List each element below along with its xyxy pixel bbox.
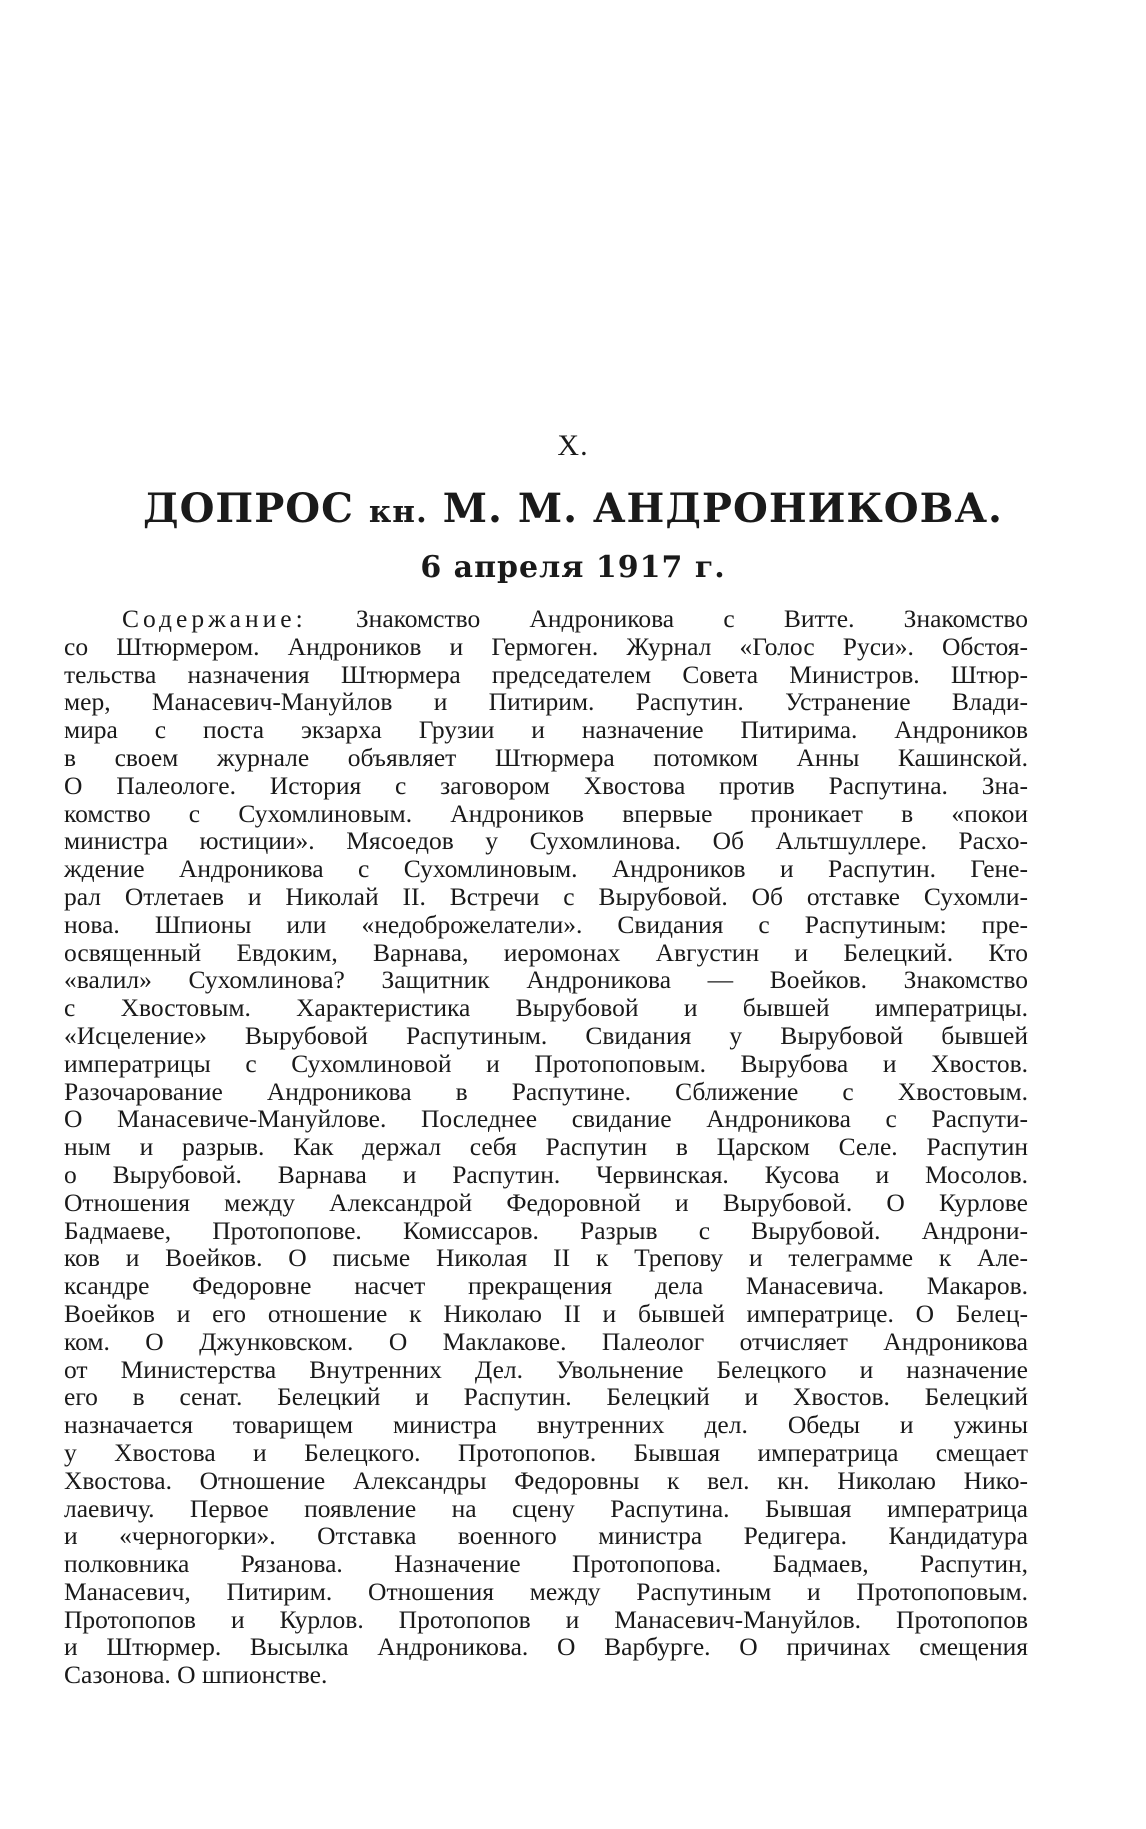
- contents-line: ком. О Джунковском. О Маклакове. Палеолог отчисляет Андроникова: [64, 1326, 1028, 1356]
- contents-line: и «черногорки». Отставка военного министра Редигера. Кандидатура: [64, 1521, 1028, 1551]
- contents-line: рал Отлетаев и Николай II. Встречи с Вырубовой. Об отставке Сухомли-: [64, 881, 1028, 911]
- contents-line: мер, Манасевич-Мануйлов и Питирим. Распутин. Устранение Влади-: [64, 687, 1028, 717]
- contents-line: полковника Рязанова. Назначение Протопопова. Бадмаев, Распутин,: [64, 1549, 1028, 1579]
- contents-line: О Палеологе. История с заговором Хвостова против Распутина. Зна-: [64, 770, 1028, 800]
- contents-paragraph: [64, 605, 1028, 1689]
- contents-line: в своем журнале объявляет Штюрмера потомком Анны Кашинской.: [64, 742, 1028, 772]
- contents-line: его в сенат. Белецкий и Распутин. Белецкий и Хвостов. Белецкий: [64, 1382, 1028, 1412]
- contents-line: [64, 605, 1028, 633]
- contents-line: и Штюрмер. Высылка Андроникова. О Варбурге. О причинах смещения: [64, 1632, 1028, 1662]
- contents-line: комство с Сухомлиновым. Андроников впервые проникает в «покои: [64, 798, 1028, 828]
- contents-line: с Хвостовым. Характеристика Вырубовой и бывшей императрицы.: [64, 993, 1028, 1023]
- contents-line: Протопопов и Курлов. Протопопов и Манасевич-Мануйлов. Протопопов: [64, 1604, 1028, 1634]
- contents-line: императрицы с Сухомлиновой и Протопоповым. Вырубова и Хвостов.: [64, 1048, 1028, 1078]
- contents-line: ным и разрыв. Как держал себя Распутин в Царском Селе. Распутин: [64, 1132, 1028, 1162]
- contents-line: ксандре Федоровне насчет прекращения дела Манасевича. Макаров.: [64, 1271, 1028, 1301]
- contents-line: назначается товарищем министра внутренних дел. Обеды и ужины: [64, 1410, 1028, 1440]
- contents-line: ков и Воейков. О письме Николая II к Трепову и телеграмме к Але-: [64, 1243, 1028, 1273]
- contents-line-text: Знакомство Андроникова с Витте. Знакомство: [355, 604, 1028, 633]
- contents-line: о Вырубовой. Варнава и Распутин. Червинская. Кусова и Мосолов.: [64, 1159, 1028, 1189]
- title-word-dopros: ДОПРОС: [143, 485, 354, 532]
- chapter-title: [0, 482, 1146, 539]
- contents-line: Хвостова. Отношение Александры Федоровны к вел. кн. Николаю Нико-: [64, 1465, 1028, 1495]
- contents-line: Разочарование Андроникова в Распутине. Сближение с Хвостовым.: [64, 1076, 1028, 1106]
- contents-line: тельства назначения Штюрмера председателем Совета Министров. Штюр-: [64, 659, 1028, 689]
- contents-line: министра юстиции». Мясоедов у Сухомлинова. Об Альтшуллере. Расхо-: [64, 826, 1028, 856]
- contents-line: ждение Андроникова с Сухомлиновым. Андроников и Распутин. Гене-: [64, 854, 1028, 884]
- contents-line: мира с поста экзарха Грузии и назначение Питирима. Андроников: [64, 715, 1028, 745]
- contents-line: Сазонова. О шпионстве.: [64, 1660, 328, 1690]
- contents-line: нова. Шпионы или «недоброжелатели». Свидания с Распутиным: пре-: [64, 909, 1028, 939]
- contents-line: Манасевич, Питирим. Отношения между Распутиным и Протопоповым.: [64, 1576, 1028, 1606]
- title-name: М. М. АНДРОНИКОВА.: [442, 485, 1003, 532]
- contents-line: Отношения между Александрой Федоровной и Вырубовой. О Курлове: [64, 1187, 1028, 1217]
- contents-line: освященный Евдоким, Варнава, иеромонах Августин и Белецкий. Кто: [64, 937, 1028, 967]
- contents-line: «Исцеление» Вырубовой Распутиным. Свидания у Вырубовой бывшей: [64, 1020, 1028, 1050]
- contents-label: Содержание:: [122, 604, 307, 633]
- contents-line: Бадмаеве, Протопопове. Комиссаров. Разрыв с Вырубовой. Андрони-: [64, 1215, 1028, 1245]
- chapter-number: X.: [557, 429, 589, 462]
- contents-line: от Министерства Внутренних Дел. Увольнение Белецкого и назначение: [64, 1354, 1028, 1384]
- contents-line: «валил» Сухомлинова? Защитник Андроникова — Воейков. Знакомство: [64, 965, 1028, 995]
- contents-line: лаевичу. Первое появление на сцену Распутина. Бывшая императрица: [64, 1493, 1028, 1523]
- interrogation-date: 6 апреля 1917 г.: [420, 550, 726, 585]
- contents-line: О Манасевиче-Мануйлове. Последнее свидание Андроникова с Распути-: [64, 1104, 1028, 1134]
- contents-line: Воейков и его отношение к Николаю II и бывшей императрице. О Белец-: [64, 1298, 1028, 1328]
- title-word-kn: кн.: [368, 494, 428, 530]
- contents-line: у Хвостова и Белецкого. Протопопов. Бывшая императрица смещает: [64, 1437, 1028, 1467]
- contents-line: со Штюрмером. Андроников и Гермоген. Журнал «Голос Руси». Обстоя-: [64, 631, 1028, 661]
